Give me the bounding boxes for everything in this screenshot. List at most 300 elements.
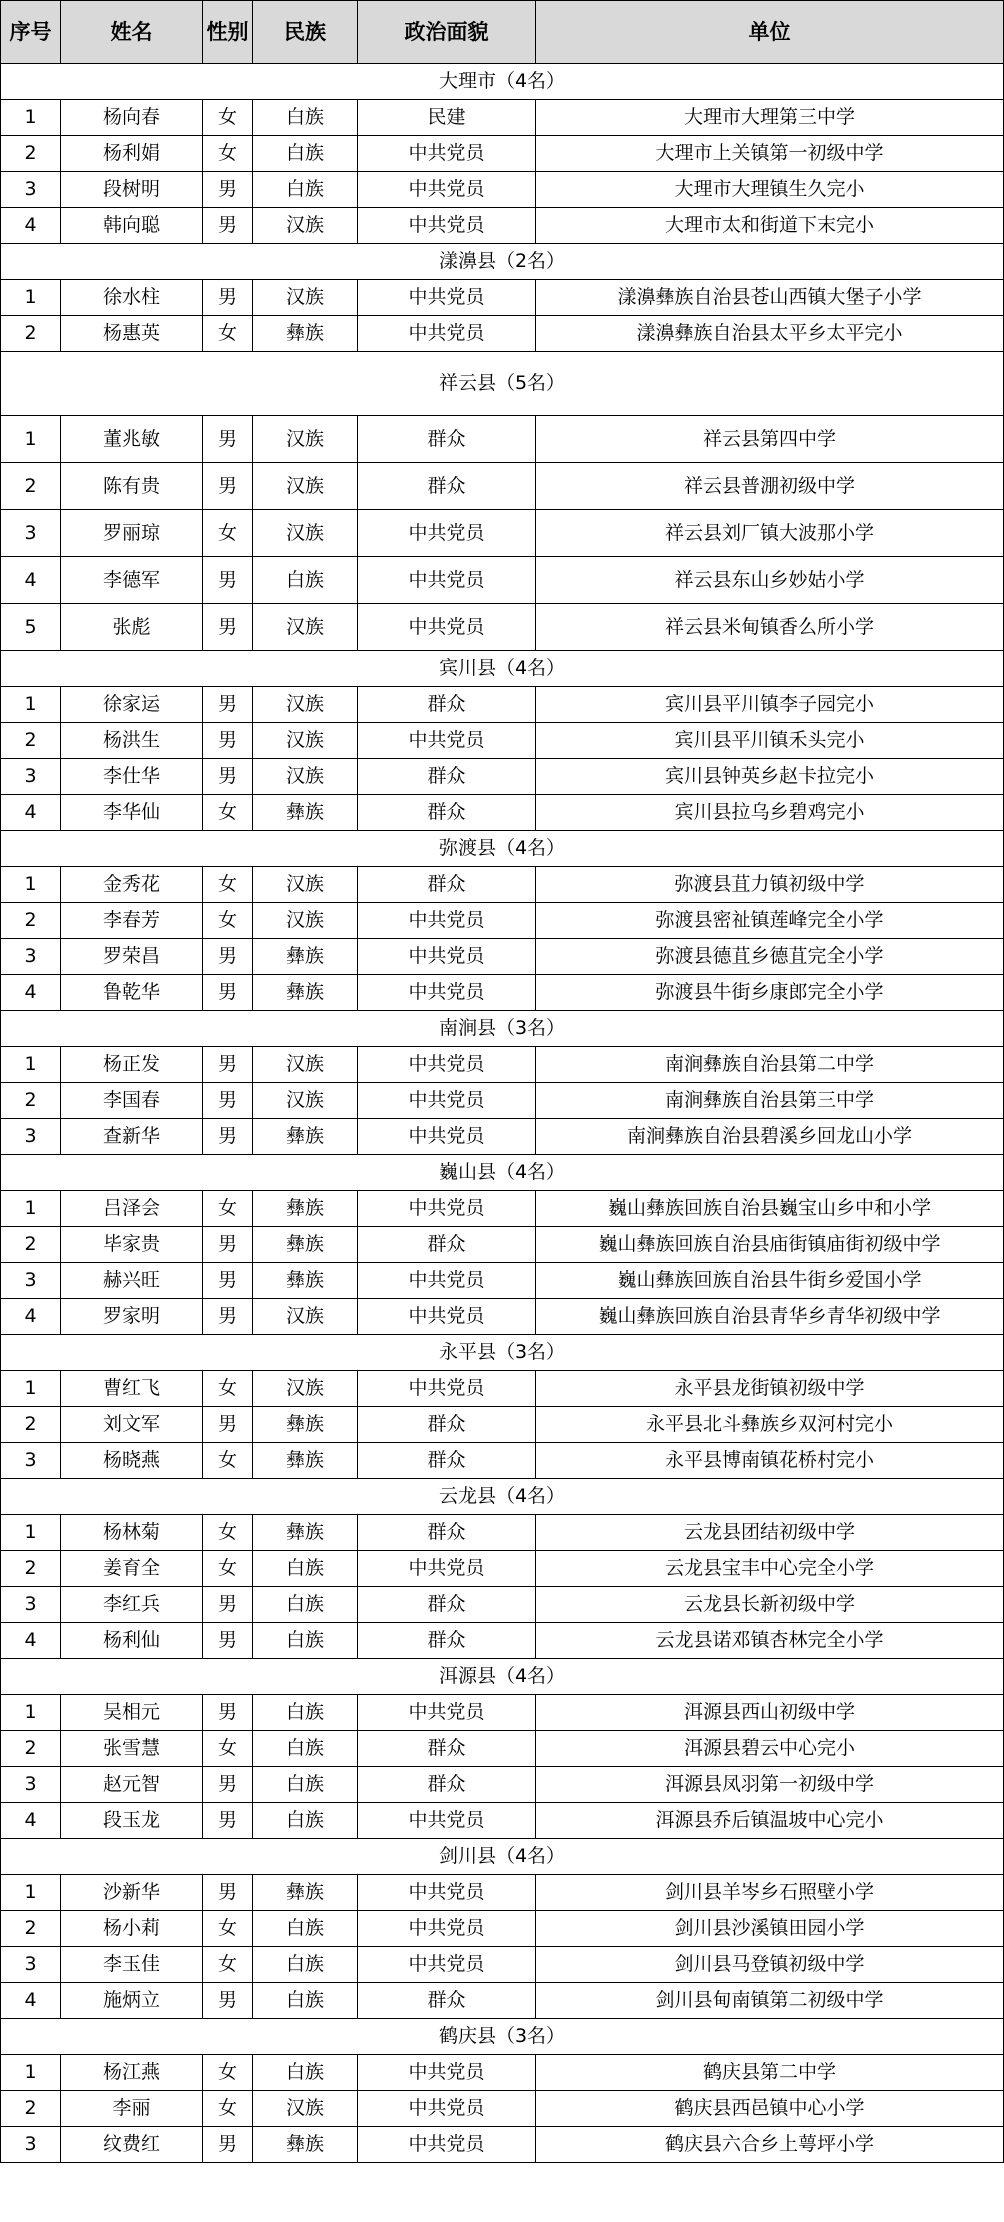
cell-ethnicity: 彝族	[253, 316, 358, 352]
cell-gender: 男	[203, 1767, 253, 1803]
section-title: 剑川县（4名）	[1, 1839, 1004, 1875]
cell-index: 1	[1, 416, 61, 463]
cell-political-status: 群众	[358, 416, 536, 463]
cell-ethnicity: 白族	[253, 1767, 358, 1803]
cell-ethnicity: 汉族	[253, 867, 358, 903]
cell-name: 李华仙	[61, 795, 203, 831]
cell-workplace: 洱源县凤羽第一初级中学	[536, 1767, 1004, 1803]
table-row	[1, 1443, 1004, 1479]
cell-gender: 男	[203, 1623, 253, 1659]
cell-political-status: 中共党员	[358, 1911, 536, 1947]
cell-gender: 女	[203, 903, 253, 939]
table-row	[1, 795, 1004, 831]
cell-political-status: 中共党员	[358, 903, 536, 939]
section-title: 云龙县（4名）	[1, 1479, 1004, 1515]
section-row	[1, 1155, 1004, 1191]
cell-index: 2	[1, 1731, 61, 1767]
section-title: 宾川县（4名）	[1, 651, 1004, 687]
cell-political-status: 中共党员	[358, 136, 536, 172]
cell-index: 4	[1, 795, 61, 831]
cell-gender: 女	[203, 2091, 253, 2127]
cell-political-status: 中共党员	[358, 2091, 536, 2127]
cell-index: 3	[1, 2127, 61, 2163]
table-row	[1, 1551, 1004, 1587]
cell-gender: 男	[203, 2127, 253, 2163]
cell-workplace: 祥云县东山乡妙姑小学	[536, 557, 1004, 604]
section-title: 祥云县（5名）	[1, 352, 1004, 416]
cell-ethnicity: 白族	[253, 1803, 358, 1839]
cell-gender: 男	[203, 1587, 253, 1623]
cell-name: 李国春	[61, 1083, 203, 1119]
cell-name: 沙新华	[61, 1875, 203, 1911]
cell-index: 1	[1, 1371, 61, 1407]
cell-gender: 男	[203, 1047, 253, 1083]
cell-gender: 男	[203, 1407, 253, 1443]
cell-name: 查新华	[61, 1119, 203, 1155]
cell-ethnicity: 汉族	[253, 604, 358, 651]
cell-ethnicity: 彝族	[253, 795, 358, 831]
cell-ethnicity: 白族	[253, 1587, 358, 1623]
table-row	[1, 1983, 1004, 2019]
cell-index: 1	[1, 867, 61, 903]
cell-political-status: 群众	[358, 1515, 536, 1551]
cell-gender: 男	[203, 939, 253, 975]
cell-ethnicity: 汉族	[253, 1083, 358, 1119]
cell-workplace: 云龙县长新初级中学	[536, 1587, 1004, 1623]
cell-workplace: 洱源县西山初级中学	[536, 1695, 1004, 1731]
cell-ethnicity: 汉族	[253, 280, 358, 316]
cell-ethnicity: 彝族	[253, 1119, 358, 1155]
cell-gender: 男	[203, 1695, 253, 1731]
cell-gender: 男	[203, 1119, 253, 1155]
cell-political-status: 中共党员	[358, 1551, 536, 1587]
cell-political-status: 中共党员	[358, 1047, 536, 1083]
table-row	[1, 975, 1004, 1011]
cell-political-status: 中共党员	[358, 208, 536, 244]
table-row	[1, 1263, 1004, 1299]
cell-index: 2	[1, 2091, 61, 2127]
section-title: 巍山县（4名）	[1, 1155, 1004, 1191]
table-row	[1, 1083, 1004, 1119]
cell-name: 董兆敏	[61, 416, 203, 463]
table-row	[1, 1191, 1004, 1227]
cell-name: 吕泽会	[61, 1191, 203, 1227]
cell-political-status: 中共党员	[358, 1371, 536, 1407]
cell-workplace: 南涧彝族自治县第二中学	[536, 1047, 1004, 1083]
cell-ethnicity: 汉族	[253, 1047, 358, 1083]
cell-name: 纹费红	[61, 2127, 203, 2163]
table-row	[1, 687, 1004, 723]
cell-ethnicity: 汉族	[253, 723, 358, 759]
cell-political-status: 群众	[358, 1623, 536, 1659]
cell-gender: 女	[203, 1191, 253, 1227]
cell-name: 罗丽琼	[61, 510, 203, 557]
cell-ethnicity: 白族	[253, 2055, 358, 2091]
cell-index: 3	[1, 1947, 61, 1983]
table-row	[1, 2091, 1004, 2127]
cell-ethnicity: 汉族	[253, 1299, 358, 1335]
cell-name: 赵元智	[61, 1767, 203, 1803]
cell-political-status: 中共党员	[358, 939, 536, 975]
cell-workplace: 大理市太和街道下末完小	[536, 208, 1004, 244]
cell-index: 2	[1, 1227, 61, 1263]
cell-name: 赫兴旺	[61, 1263, 203, 1299]
cell-workplace: 永平县北斗彝族乡双河村完小	[536, 1407, 1004, 1443]
cell-name: 杨林菊	[61, 1515, 203, 1551]
cell-ethnicity: 白族	[253, 1983, 358, 2019]
cell-gender: 女	[203, 1515, 253, 1551]
cell-ethnicity: 白族	[253, 1623, 358, 1659]
cell-ethnicity: 汉族	[253, 903, 358, 939]
table-row	[1, 557, 1004, 604]
cell-index: 1	[1, 1875, 61, 1911]
cell-political-status: 中共党员	[358, 510, 536, 557]
cell-political-status: 中共党员	[358, 1803, 536, 1839]
cell-gender: 女	[203, 1443, 253, 1479]
cell-political-status: 中共党员	[358, 2055, 536, 2091]
cell-index: 3	[1, 172, 61, 208]
cell-name: 张雪慧	[61, 1731, 203, 1767]
cell-index: 3	[1, 1587, 61, 1623]
cell-index: 1	[1, 280, 61, 316]
cell-name: 李仕华	[61, 759, 203, 795]
cell-workplace: 漾濞彝族自治县苍山西镇大堡子小学	[536, 280, 1004, 316]
cell-index: 4	[1, 1983, 61, 2019]
section-row	[1, 1335, 1004, 1371]
cell-name: 杨利仙	[61, 1623, 203, 1659]
cell-ethnicity: 汉族	[253, 687, 358, 723]
cell-gender: 女	[203, 1731, 253, 1767]
cell-gender: 男	[203, 1263, 253, 1299]
table-row	[1, 208, 1004, 244]
table-row	[1, 1119, 1004, 1155]
cell-index: 4	[1, 1299, 61, 1335]
cell-workplace: 宾川县平川镇禾头完小	[536, 723, 1004, 759]
cell-ethnicity: 汉族	[253, 463, 358, 510]
header-index: 序号	[1, 1, 61, 64]
cell-workplace: 祥云县米甸镇香么所小学	[536, 604, 1004, 651]
cell-name: 金秀花	[61, 867, 203, 903]
cell-political-status: 群众	[358, 795, 536, 831]
cell-ethnicity: 白族	[253, 1947, 358, 1983]
cell-workplace: 剑川县马登镇初级中学	[536, 1947, 1004, 1983]
cell-name: 杨洪生	[61, 723, 203, 759]
table-row	[1, 2127, 1004, 2163]
table-row	[1, 100, 1004, 136]
header-gender: 性别	[203, 1, 253, 64]
cell-workplace: 祥云县刘厂镇大波那小学	[536, 510, 1004, 557]
cell-political-status: 群众	[358, 1443, 536, 1479]
cell-name: 张彪	[61, 604, 203, 651]
cell-gender: 女	[203, 316, 253, 352]
table-row	[1, 136, 1004, 172]
table-row	[1, 280, 1004, 316]
cell-index: 4	[1, 1803, 61, 1839]
cell-political-status: 中共党员	[358, 1299, 536, 1335]
cell-index: 2	[1, 463, 61, 510]
section-row	[1, 1839, 1004, 1875]
cell-ethnicity: 汉族	[253, 416, 358, 463]
cell-name: 韩向聪	[61, 208, 203, 244]
table-row	[1, 1587, 1004, 1623]
table-row	[1, 604, 1004, 651]
cell-workplace: 剑川县甸南镇第二初级中学	[536, 1983, 1004, 2019]
table-row	[1, 1875, 1004, 1911]
cell-workplace: 云龙县团结初级中学	[536, 1515, 1004, 1551]
table-row	[1, 1911, 1004, 1947]
table-body	[1, 64, 1004, 2163]
cell-workplace: 漾濞彝族自治县太平乡太平完小	[536, 316, 1004, 352]
table-row	[1, 903, 1004, 939]
cell-political-status: 群众	[358, 867, 536, 903]
cell-name: 施炳立	[61, 1983, 203, 2019]
cell-name: 曹红飞	[61, 1371, 203, 1407]
cell-workplace: 弥渡县密祉镇莲峰完全小学	[536, 903, 1004, 939]
cell-index: 4	[1, 1623, 61, 1659]
cell-index: 2	[1, 723, 61, 759]
section-row	[1, 244, 1004, 280]
cell-ethnicity: 汉族	[253, 1371, 358, 1407]
cell-gender: 男	[203, 604, 253, 651]
cell-gender: 女	[203, 2055, 253, 2091]
cell-ethnicity: 彝族	[253, 1263, 358, 1299]
cell-gender: 男	[203, 1083, 253, 1119]
section-row	[1, 831, 1004, 867]
cell-workplace: 弥渡县德苴乡德苴完全小学	[536, 939, 1004, 975]
cell-political-status: 民建	[358, 100, 536, 136]
table-row	[1, 867, 1004, 903]
table-row	[1, 416, 1004, 463]
cell-workplace: 巍山彝族回族自治县庙街镇庙街初级中学	[536, 1227, 1004, 1263]
cell-index: 3	[1, 510, 61, 557]
cell-gender: 男	[203, 723, 253, 759]
cell-workplace: 巍山彝族回族自治县青华乡青华初级中学	[536, 1299, 1004, 1335]
cell-political-status: 群众	[358, 1227, 536, 1263]
section-row	[1, 1659, 1004, 1695]
cell-ethnicity: 汉族	[253, 208, 358, 244]
cell-index: 3	[1, 1263, 61, 1299]
cell-workplace: 南涧彝族自治县第三中学	[536, 1083, 1004, 1119]
cell-workplace: 永平县博南镇花桥村完小	[536, 1443, 1004, 1479]
cell-ethnicity: 白族	[253, 1695, 358, 1731]
cell-name: 李丽	[61, 2091, 203, 2127]
cell-gender: 男	[203, 1299, 253, 1335]
table-row	[1, 1623, 1004, 1659]
cell-index: 3	[1, 759, 61, 795]
cell-name: 罗荣昌	[61, 939, 203, 975]
cell-ethnicity: 汉族	[253, 759, 358, 795]
cell-political-status: 中共党员	[358, 1695, 536, 1731]
section-row	[1, 1479, 1004, 1515]
table-row	[1, 1047, 1004, 1083]
cell-ethnicity: 彝族	[253, 939, 358, 975]
cell-political-status: 中共党员	[358, 1875, 536, 1911]
cell-workplace: 鹤庆县西邑镇中心小学	[536, 2091, 1004, 2127]
cell-index: 4	[1, 208, 61, 244]
cell-index: 1	[1, 1515, 61, 1551]
cell-gender: 男	[203, 208, 253, 244]
cell-ethnicity: 彝族	[253, 1515, 358, 1551]
section-row	[1, 1011, 1004, 1047]
cell-name: 毕家贵	[61, 1227, 203, 1263]
cell-ethnicity: 彝族	[253, 1227, 358, 1263]
cell-political-status: 中共党员	[358, 2127, 536, 2163]
section-title: 南涧县（3名）	[1, 1011, 1004, 1047]
table-row	[1, 463, 1004, 510]
header-name: 姓名	[61, 1, 203, 64]
cell-index: 2	[1, 316, 61, 352]
section-title: 漾濞县（2名）	[1, 244, 1004, 280]
cell-gender: 女	[203, 100, 253, 136]
cell-workplace: 洱源县乔后镇温坡中心完小	[536, 1803, 1004, 1839]
section-title: 洱源县（4名）	[1, 1659, 1004, 1695]
cell-gender: 女	[203, 867, 253, 903]
section-row	[1, 2019, 1004, 2055]
cell-workplace: 巍山彝族回族自治县巍宝山乡中和小学	[536, 1191, 1004, 1227]
cell-gender: 男	[203, 463, 253, 510]
table-row	[1, 316, 1004, 352]
cell-name: 李红兵	[61, 1587, 203, 1623]
cell-index: 5	[1, 604, 61, 651]
table-row	[1, 1695, 1004, 1731]
cell-name: 李玉佳	[61, 1947, 203, 1983]
cell-gender: 女	[203, 136, 253, 172]
cell-name: 罗家明	[61, 1299, 203, 1335]
cell-political-status: 群众	[358, 687, 536, 723]
cell-ethnicity: 彝族	[253, 975, 358, 1011]
cell-ethnicity: 白族	[253, 1551, 358, 1587]
header-political-status: 政治面貌	[358, 1, 536, 64]
section-row	[1, 64, 1004, 100]
cell-workplace: 鹤庆县六合乡上萼坪小学	[536, 2127, 1004, 2163]
section-row	[1, 651, 1004, 687]
cell-index: 1	[1, 1695, 61, 1731]
cell-gender: 男	[203, 1875, 253, 1911]
cell-index: 2	[1, 1407, 61, 1443]
table-row	[1, 1515, 1004, 1551]
cell-index: 2	[1, 1551, 61, 1587]
cell-name: 徐家运	[61, 687, 203, 723]
section-title: 永平县（3名）	[1, 1335, 1004, 1371]
cell-ethnicity: 彝族	[253, 2127, 358, 2163]
section-row	[1, 352, 1004, 416]
section-title: 弥渡县（4名）	[1, 831, 1004, 867]
cell-workplace: 剑川县羊岑乡石照壁小学	[536, 1875, 1004, 1911]
cell-name: 李春芳	[61, 903, 203, 939]
cell-ethnicity: 白族	[253, 557, 358, 604]
cell-ethnicity: 汉族	[253, 2091, 358, 2127]
cell-index: 3	[1, 1119, 61, 1155]
cell-name: 刘文军	[61, 1407, 203, 1443]
cell-political-status: 中共党员	[358, 1083, 536, 1119]
cell-workplace: 洱源县碧云中心完小	[536, 1731, 1004, 1767]
cell-political-status: 中共党员	[358, 1263, 536, 1299]
cell-political-status: 群众	[358, 1407, 536, 1443]
cell-ethnicity: 彝族	[253, 1875, 358, 1911]
cell-ethnicity: 彝族	[253, 1407, 358, 1443]
cell-political-status: 中共党员	[358, 1119, 536, 1155]
cell-gender: 男	[203, 975, 253, 1011]
cell-gender: 男	[203, 759, 253, 795]
cell-political-status: 群众	[358, 1731, 536, 1767]
header-ethnicity: 民族	[253, 1, 358, 64]
cell-workplace: 宾川县平川镇李子园完小	[536, 687, 1004, 723]
table-row	[1, 759, 1004, 795]
cell-index: 1	[1, 100, 61, 136]
cell-gender: 男	[203, 172, 253, 208]
cell-political-status: 中共党员	[358, 172, 536, 208]
cell-workplace: 巍山彝族回族自治县牛街乡爱国小学	[536, 1263, 1004, 1299]
cell-political-status: 群众	[358, 1983, 536, 2019]
table-header	[1, 1, 1004, 64]
section-title: 鹤庆县（3名）	[1, 2019, 1004, 2055]
cell-index: 3	[1, 1767, 61, 1803]
cell-political-status: 中共党员	[358, 280, 536, 316]
cell-political-status: 群众	[358, 759, 536, 795]
cell-workplace: 弥渡县牛街乡康郎完全小学	[536, 975, 1004, 1011]
cell-gender: 女	[203, 510, 253, 557]
cell-index: 3	[1, 1443, 61, 1479]
table-row	[1, 939, 1004, 975]
cell-ethnicity: 彝族	[253, 1443, 358, 1479]
cell-index: 1	[1, 1047, 61, 1083]
cell-ethnicity: 白族	[253, 1731, 358, 1767]
cell-ethnicity: 白族	[253, 136, 358, 172]
cell-political-status: 中共党员	[358, 557, 536, 604]
cell-political-status: 群众	[358, 1767, 536, 1803]
cell-ethnicity: 汉族	[253, 510, 358, 557]
cell-workplace: 宾川县拉乌乡碧鸡完小	[536, 795, 1004, 831]
table-row	[1, 1767, 1004, 1803]
cell-ethnicity: 白族	[253, 100, 358, 136]
cell-name: 鲁乾华	[61, 975, 203, 1011]
cell-workplace: 宾川县钟英乡赵卡拉完小	[536, 759, 1004, 795]
cell-index: 3	[1, 939, 61, 975]
cell-workplace: 祥云县普淜初级中学	[536, 463, 1004, 510]
cell-name: 杨向春	[61, 100, 203, 136]
section-title: 大理市（4名）	[1, 64, 1004, 100]
cell-workplace: 永平县龙街镇初级中学	[536, 1371, 1004, 1407]
cell-ethnicity: 彝族	[253, 1191, 358, 1227]
cell-gender: 男	[203, 687, 253, 723]
cell-name: 杨晓燕	[61, 1443, 203, 1479]
table-row	[1, 1731, 1004, 1767]
cell-index: 1	[1, 687, 61, 723]
cell-gender: 男	[203, 1227, 253, 1263]
cell-gender: 男	[203, 280, 253, 316]
cell-name: 杨利娟	[61, 136, 203, 172]
cell-political-status: 中共党员	[358, 1191, 536, 1227]
cell-political-status: 中共党员	[358, 604, 536, 651]
table-row	[1, 1299, 1004, 1335]
cell-index: 4	[1, 557, 61, 604]
cell-gender: 女	[203, 1371, 253, 1407]
table-row	[1, 1371, 1004, 1407]
cell-political-status: 群众	[358, 463, 536, 510]
cell-political-status: 中共党员	[358, 1947, 536, 1983]
cell-index: 2	[1, 1911, 61, 1947]
cell-gender: 女	[203, 795, 253, 831]
cell-name: 段树明	[61, 172, 203, 208]
cell-index: 2	[1, 1083, 61, 1119]
cell-name: 杨小莉	[61, 1911, 203, 1947]
cell-gender: 男	[203, 1803, 253, 1839]
table-row	[1, 2055, 1004, 2091]
cell-gender: 男	[203, 557, 253, 604]
table-row	[1, 510, 1004, 557]
cell-workplace: 剑川县沙溪镇田园小学	[536, 1911, 1004, 1947]
cell-index: 4	[1, 975, 61, 1011]
